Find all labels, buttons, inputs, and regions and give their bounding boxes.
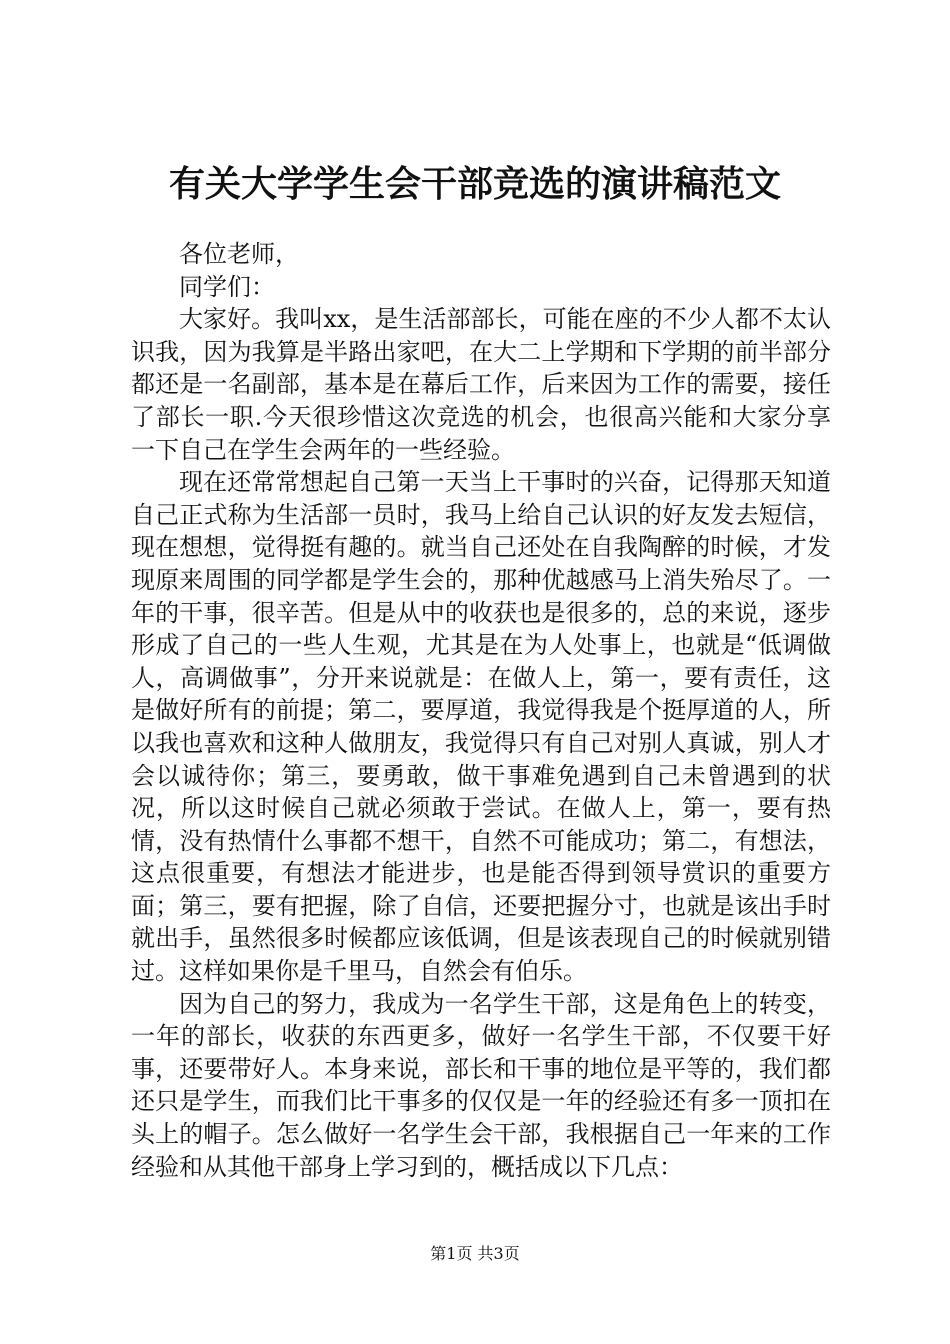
paragraph-introduction: 大家好。我叫xx，是生活部部长，可能在座的不少人都不太认识我，因为我算是半路出家吧，在大二上学期和下学期的前半部分都还是一名副部，基本是在幕后工作，后来因为工作的需要，接任了部长一职.今天很珍惜这次竞选的机会，也很高兴能和大家分享一下自己在学生会两年的一些经验。 [131, 305, 831, 464]
page-footer: 第1页 共3页 [430, 1244, 520, 1263]
salutation-teachers: 各位老师， [179, 240, 299, 268]
salutation-students: 同学们： [179, 272, 275, 301]
paragraph-experience: 现在还常常想起自己第一天当上干事时的兴奋，记得那天知道自己正式称为生活部一员时，我马上给自己认识的好友发去短信，现在想想，觉得挺有趣的。就当自己还处在自我陶醉的时候，才发现原来周围的同学都是学生会的，那种优越感马上消失殆尽了。一年的干事，很辛苦。但是从中的收获也是很多的，总的来说，逐步形成了自己的一些人生观，尤其是在为人处事上，也就是“低调做人，高调做事”，分开来说就是：在做人上，第一，要有责任，这是做好所有的前提；第二，要厚道，我觉得我是个挺厚道的人，所以我也喜欢和这种人做朋友，我觉得只有自己对别人真诚，别人才会以诚待你；第三，要勇敢，做干事难免遇到自己未曾遇到的状况，所以这时候自己就必须敢于尝试。在做人上，第一，要有热情，没有热情什么事都不想干，自然不可能成功；第二，有想法，这点很重要，有想法才能进步，也是能否得到领导赏识的重要方面；第三，要有把握，除了自信，还要把握分寸，也就是该出手时就出手，虽然很多时候都应该低调，但是该表现自己的时候就别错过。这样如果你是千里马，自然会有伯乐。 [131, 468, 831, 986]
document-body [131, 238, 831, 1183]
paragraph-role-change: 因为自己的努力，我成为一名学生干部，这是角色上的转变，一年的部长，收获的东西更多，做好一名学生干部，不仅要干好事，还要带好人。本身来说，部长和干事的地位是平等的，我们都还只是学生，而我们比干事多的仅仅是一年的经验还有多一顶扣在头上的帽子。怎么做好一名学生会干部，我根据自己一年来的工作经验和从其他干部身上学习到的，概括成以下几点： [131, 989, 831, 1181]
document-title: 有关大学学生会干部竞选的演讲稿范文 [168, 163, 781, 205]
